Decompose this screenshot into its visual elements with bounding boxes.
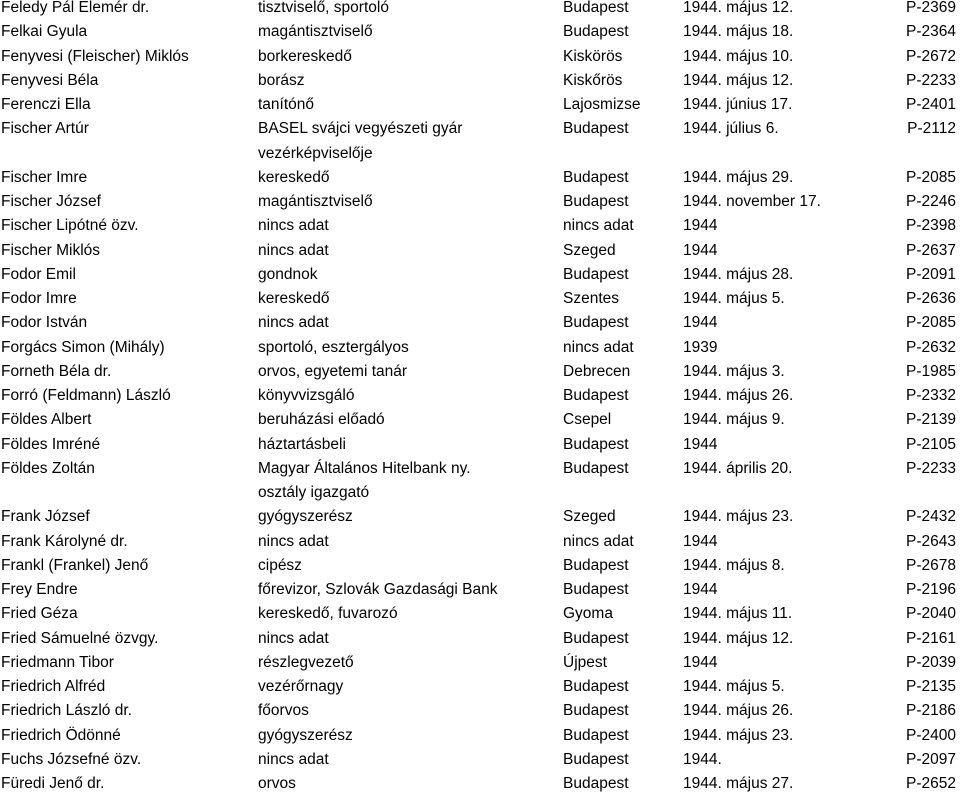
occupation: tanítónő xyxy=(258,96,315,113)
date: 1944. május 12. xyxy=(683,71,794,89)
person-name: Friedmann Tibor xyxy=(1,653,114,671)
person-name: Fried Sámuelné özvgy. xyxy=(1,629,159,647)
city: Budapest xyxy=(563,435,629,453)
person-name: Fenyvesi Béla xyxy=(1,71,99,89)
person-name: Fischer József xyxy=(1,193,101,210)
person-name: Frank Károlyné dr. xyxy=(1,532,128,550)
table-row xyxy=(0,166,960,190)
person-name: Ferenczi Ella xyxy=(1,96,91,113)
date: 1944. május 3. xyxy=(683,362,785,380)
city: Szeged xyxy=(563,508,616,526)
city: nincs adat xyxy=(563,338,634,356)
city: Budapest xyxy=(563,314,629,332)
city: Budapest xyxy=(563,581,629,598)
date: 1944 xyxy=(683,314,718,332)
date: 1944. június 17. xyxy=(683,96,793,113)
city: Budapest xyxy=(563,168,629,186)
person-name: Földes Imréné xyxy=(1,435,101,453)
occupation: nincs adat xyxy=(258,750,329,768)
occupation: könyvvizsgáló xyxy=(258,387,355,404)
date: 1939 xyxy=(683,338,718,356)
date: 1944. xyxy=(683,750,722,768)
occupation: borkereskedő xyxy=(258,47,352,65)
table-row xyxy=(0,287,960,311)
table-row xyxy=(0,45,960,69)
table-row xyxy=(0,0,960,20)
person-name: Friedrich Ödönné xyxy=(1,726,121,744)
occupation: beruházási előadó xyxy=(258,411,385,429)
city: Budapest xyxy=(563,0,629,16)
record-id: P-2369 xyxy=(906,0,956,16)
date: 1944 xyxy=(683,217,718,235)
date: 1944. november 17. xyxy=(683,193,821,210)
record-id: P-2398 xyxy=(906,217,956,235)
city: nincs adat xyxy=(563,532,634,550)
table-row xyxy=(0,530,960,554)
city: Debrecen xyxy=(563,362,631,380)
occupation: magántisztviselő xyxy=(258,193,373,210)
table-row xyxy=(0,578,960,602)
person-name: Földes Zoltán xyxy=(1,459,95,477)
person-name: Fodor István xyxy=(1,314,88,332)
date: 1944. május 12. xyxy=(683,0,794,16)
record-id: P-2652 xyxy=(906,775,956,792)
record-id: P-2678 xyxy=(906,556,956,574)
date: 1944 xyxy=(683,653,718,671)
table-row xyxy=(0,69,960,93)
person-name: Földes Albert xyxy=(1,411,92,429)
table-row xyxy=(0,384,960,408)
record-id: P-2112 xyxy=(907,120,956,138)
occupation: főrevizor, Szlovák Gazdasági Bank xyxy=(258,581,498,598)
occupation: gyógyszerész xyxy=(258,726,353,744)
city: Gyoma xyxy=(563,605,613,623)
table-row xyxy=(0,190,960,214)
table-row xyxy=(0,457,960,481)
person-name: Füredi Jenő dr. xyxy=(1,775,105,792)
date: 1944. május 29. xyxy=(683,168,794,186)
person-name: Forneth Béla dr. xyxy=(1,362,112,380)
table-row xyxy=(0,699,960,723)
city: Budapest xyxy=(563,629,629,647)
table-row xyxy=(0,117,960,141)
city: Budapest xyxy=(563,120,629,138)
city: Szeged xyxy=(563,241,616,259)
city: Budapest xyxy=(563,678,629,695)
person-name: Fenyvesi (Fleischer) Miklós xyxy=(1,47,189,65)
date: 1944. július 6. xyxy=(683,120,779,138)
table-row xyxy=(0,214,960,238)
table-row xyxy=(0,724,960,748)
city: Budapest xyxy=(563,23,629,41)
occupation: tisztviselő, sportoló xyxy=(258,0,389,16)
date: 1944. május 27. xyxy=(683,775,794,792)
date: 1944. május 5. xyxy=(683,678,785,695)
city: Budapest xyxy=(563,556,629,574)
occupation: nincs adat xyxy=(258,532,329,550)
table-row xyxy=(0,93,960,117)
occupation: nincs adat xyxy=(258,314,329,332)
record-id: P-2246 xyxy=(906,193,956,210)
person-name: Fischer Lipótné özv. xyxy=(1,217,139,235)
record-id: P-2233 xyxy=(906,459,956,477)
table-row xyxy=(0,554,960,578)
person-name: Forró (Feldmann) László xyxy=(1,387,171,404)
occupation: sportoló, esztergályos xyxy=(258,338,409,356)
city: Budapest xyxy=(563,265,629,283)
table-row xyxy=(0,433,960,457)
occupation: háztartásbeli xyxy=(258,435,346,453)
table-row xyxy=(0,505,960,529)
occupation: borász xyxy=(258,71,305,89)
record-id: P-2636 xyxy=(906,290,956,307)
person-name: Feledy Pál Elemér dr. xyxy=(1,0,150,16)
table-row xyxy=(0,602,960,626)
date: 1944. május 23. xyxy=(683,726,794,744)
person-name: Fischer Artúr xyxy=(1,120,89,138)
person-name: Frank József xyxy=(1,508,90,526)
person-name: Frankl (Frankel) Jenő xyxy=(1,556,149,574)
occupation: kereskedő xyxy=(258,168,330,186)
table-row xyxy=(0,142,960,166)
date: 1944. május 18. xyxy=(683,23,794,41)
record-id: P-2401 xyxy=(906,96,956,113)
record-id: P-2233 xyxy=(906,71,956,89)
date: 1944. május 10. xyxy=(683,47,794,65)
person-name: Forgács Simon (Mihály) xyxy=(1,338,165,356)
occupation: nincs adat xyxy=(258,629,329,647)
record-id: P-2432 xyxy=(906,508,956,526)
occupation: magántisztviselő xyxy=(258,23,373,41)
occupation: nincs adat xyxy=(258,241,329,259)
date: 1944. május 26. xyxy=(683,702,794,720)
record-id: P-2135 xyxy=(906,678,956,695)
occupation: Magyar Általános Hitelbank ny. xyxy=(258,459,471,477)
date: 1944. május 28. xyxy=(683,265,794,283)
person-name: Frey Endre xyxy=(1,581,78,598)
person-name: Friedrich Alfréd xyxy=(1,678,106,695)
record-id: P-2040 xyxy=(906,605,956,623)
occupation: cipész xyxy=(258,556,302,574)
record-id: P-2400 xyxy=(906,726,956,744)
occupation: főorvos xyxy=(258,702,309,720)
table-row xyxy=(0,239,960,263)
person-name: Fischer Imre xyxy=(1,168,88,186)
city: Budapest xyxy=(563,775,629,792)
person-name: Fischer Miklós xyxy=(1,241,101,259)
record-id: P-2637 xyxy=(906,241,956,259)
record-id: P-2139 xyxy=(906,411,956,429)
table-row xyxy=(0,675,960,699)
city: Csepel xyxy=(563,411,612,429)
table-row xyxy=(0,336,960,360)
table-row xyxy=(0,408,960,432)
record-id: P-2196 xyxy=(906,581,956,598)
occupation: vezérőrnagy xyxy=(258,678,344,695)
table-row xyxy=(0,748,960,772)
date: 1944 xyxy=(683,581,718,598)
person-name: Felkai Gyula xyxy=(1,23,88,41)
record-id: P-2085 xyxy=(906,314,956,332)
table-row xyxy=(0,651,960,675)
record-id: P-2364 xyxy=(906,23,956,41)
city: Újpest xyxy=(563,653,607,671)
occupation: orvos, egyetemi tanár xyxy=(258,362,408,380)
city: Budapest xyxy=(563,193,629,210)
occupation: nincs adat xyxy=(258,217,329,235)
date: 1944. május 9. xyxy=(683,411,785,429)
record-id: P-2039 xyxy=(906,653,956,671)
person-name: Fodor Imre xyxy=(1,290,77,307)
city: Kiskörös xyxy=(563,47,623,65)
city: Budapest xyxy=(563,702,629,720)
table-row xyxy=(0,481,960,505)
date: 1944. május 5. xyxy=(683,290,785,307)
occupation: részlegvezető xyxy=(258,653,354,671)
city: Budapest xyxy=(563,726,629,744)
date: 1944. május 8. xyxy=(683,556,785,574)
occupation: gondnok xyxy=(258,265,318,283)
person-name: Fried Géza xyxy=(1,605,78,623)
date: 1944 xyxy=(683,435,718,453)
city: Budapest xyxy=(563,750,629,768)
record-id: P-2643 xyxy=(906,532,956,550)
table-row xyxy=(0,360,960,384)
date: 1944. április 20. xyxy=(683,459,793,477)
occupation: osztály igazgató xyxy=(258,484,370,501)
table-row xyxy=(0,311,960,335)
city: Lajosmizse xyxy=(563,96,641,113)
record-id: P-1985 xyxy=(906,362,956,380)
date: 1944 xyxy=(683,532,718,550)
table-row xyxy=(0,772,960,796)
record-id: P-2161 xyxy=(906,629,956,647)
person-name: Fuchs Józsefné özv. xyxy=(1,750,142,768)
date: 1944. május 26. xyxy=(683,387,794,404)
occupation: BASEL svájci vegyészeti gyár xyxy=(258,120,463,138)
occupation: orvos xyxy=(258,775,296,792)
table-row xyxy=(0,627,960,651)
record-id: P-2672 xyxy=(906,47,956,65)
occupation: gyógyszerész xyxy=(258,508,353,526)
city: Budapest xyxy=(563,387,629,404)
date: 1944. május 23. xyxy=(683,508,794,526)
record-id: P-2091 xyxy=(906,265,956,283)
date: 1944. május 11. xyxy=(683,605,793,623)
occupation: kereskedő xyxy=(258,290,330,307)
person-name: Fodor Emil xyxy=(1,265,76,283)
city: Kiskőrös xyxy=(563,71,623,89)
table-row xyxy=(0,20,960,44)
city: Szentes xyxy=(563,290,620,307)
record-id: P-2105 xyxy=(906,435,956,453)
table-row xyxy=(0,263,960,287)
occupation: kereskedő, fuvarozó xyxy=(258,605,398,623)
record-id: P-2085 xyxy=(906,168,956,186)
city: nincs adat xyxy=(563,217,634,235)
record-id: P-2332 xyxy=(906,387,956,404)
record-id: P-2186 xyxy=(906,702,956,720)
date: 1944 xyxy=(683,241,718,259)
record-id: P-2632 xyxy=(906,338,956,356)
occupation: vezérképviselője xyxy=(258,144,373,162)
date: 1944. május 12. xyxy=(683,629,794,647)
record-id: P-2097 xyxy=(906,750,956,768)
person-name: Friedrich László dr. xyxy=(1,702,132,720)
city: Budapest xyxy=(563,459,629,477)
